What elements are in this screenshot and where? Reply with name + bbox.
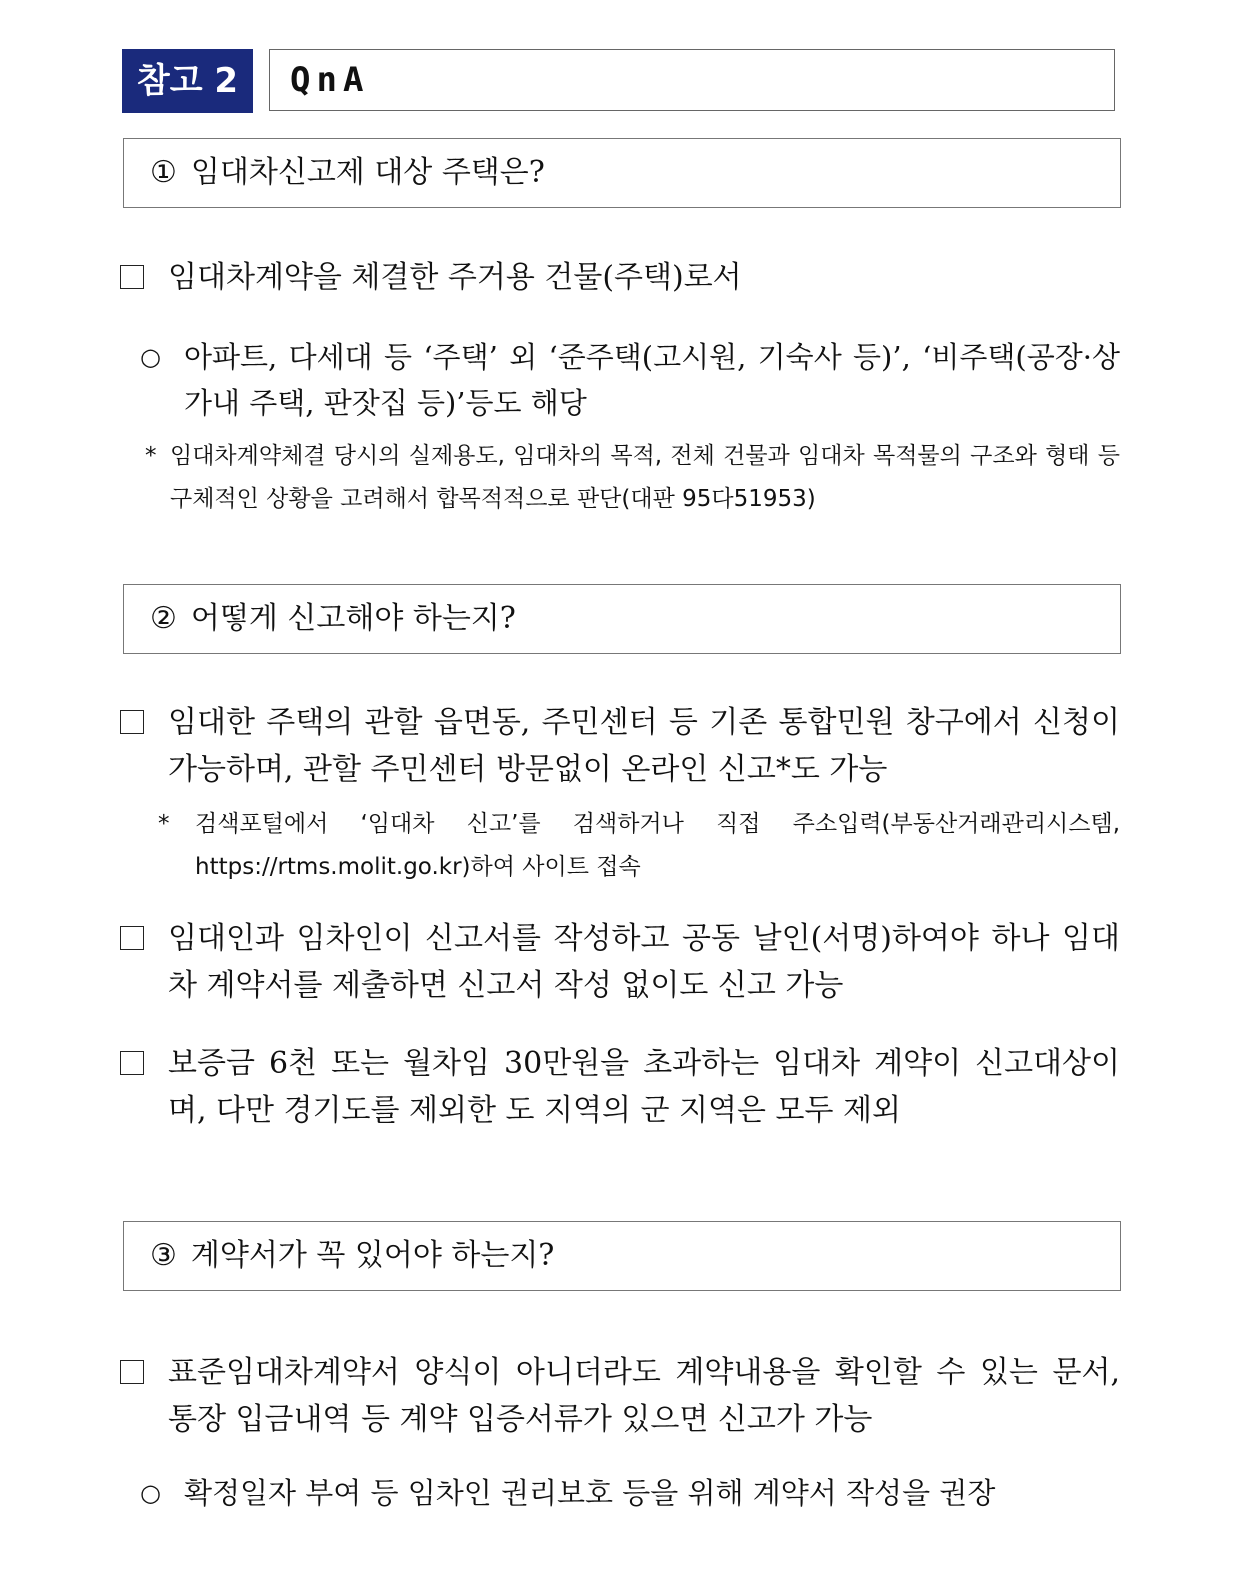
checkbox-item [120, 1349, 1120, 1443]
question-text: 어떻게 신고해야 하는지? [190, 601, 516, 636]
square-bullet-icon [120, 265, 144, 289]
item-text: 임대한 주택의 관할 읍면동, 주민센터 등 기존 통합민원 창구에서 신청이 가능하며, 관할 주민센터 방문없이 온라인 신고*도 가능 [168, 705, 1120, 787]
page-header [122, 49, 1117, 113]
footnote [158, 803, 1120, 889]
square-bullet-icon [120, 1051, 144, 1075]
asterisk-mark: * [158, 811, 170, 837]
asterisk-mark: * [145, 443, 157, 469]
question-number: ① [150, 155, 177, 190]
circle-bullet-icon: ○ [140, 1479, 161, 1507]
square-bullet-icon [120, 926, 144, 950]
item-text: 임대차계약을 체결한 주거용 건물(주택)로서 [168, 260, 742, 295]
checkbox-item [120, 1040, 1120, 1134]
item-text: 표준임대차계약서 양식이 아니더라도 계약내용을 확인할 수 있는 문서, 통장 입금내역 등 계약 입증서류가 있으면 신고가 가능 [168, 1355, 1120, 1437]
question-text: 임대차신고제 대상 주택은? [190, 155, 545, 190]
question-text: 계약서가 꼭 있어야 하는지? [190, 1238, 555, 1273]
circle-bullet-icon: ○ [140, 343, 161, 371]
sub-item [140, 334, 1120, 426]
reference-badge: 참고 2 [122, 49, 253, 113]
square-bullet-icon [120, 710, 144, 734]
item-text: 보증금 6천 또는 월차임 30만원을 초과하는 임대차 계약이 신고대상이며, 다만 경기도를 제외한 도 지역의 군 지역은 모두 제외 [168, 1046, 1120, 1128]
sub-item-text: 아파트, 다세대 등 ‘주택’ 외 ‘준주택(고시원, 기숙사 등)’, ‘비주택(공장·상가내 주택, 판잣집 등)’등도 해당 [184, 340, 1120, 420]
checkbox-item [120, 254, 1120, 301]
footnote [145, 435, 1120, 521]
question-number: ② [150, 601, 177, 636]
sub-item-text: 확정일자 부여 등 임차인 권리보호 등을 위해 계약서 작성을 권장 [184, 1476, 996, 1510]
square-bullet-icon [120, 1360, 144, 1384]
sub-item [140, 1470, 1120, 1516]
question-box-1 [123, 138, 1121, 208]
footnote-text: 검색포털에서 ‘임대차 신고’를 검색하거나 직접 주소입력(부동산거래관리시스템, https://rtms.molit.go.kr)하여 사이트 접속 [195, 811, 1120, 880]
page-title: QnA [269, 49, 1115, 111]
question-number: ③ [150, 1238, 177, 1273]
item-text: 임대인과 임차인이 신고서를 작성하고 공동 날인(서명)하여야 하나 임대차 계약서를 제출하면 신고서 작성 없이도 신고 가능 [168, 921, 1120, 1003]
question-box-3 [123, 1221, 1121, 1291]
checkbox-item [120, 699, 1120, 793]
question-box-2 [123, 584, 1121, 654]
footnote-text: 임대차계약체결 당시의 실제용도, 임대차의 목적, 전체 건물과 임대차 목적물의 구조와 형태 등 구체적인 상황을 고려해서 합목적적으로 판단(대판 95다51953) [170, 443, 1120, 512]
checkbox-item [120, 915, 1120, 1009]
